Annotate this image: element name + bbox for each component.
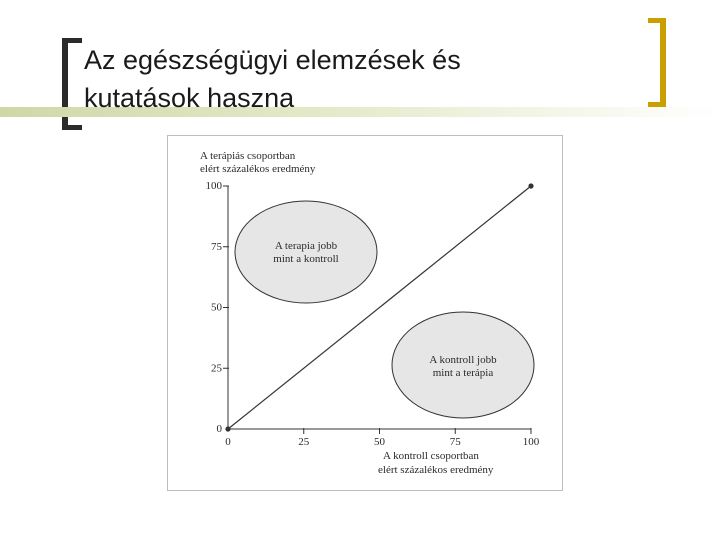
y-tick-label: 75	[211, 240, 222, 253]
y-tick-label: 50	[211, 301, 222, 314]
region-control-better-label-line-2: mint a terápia	[432, 367, 494, 379]
y-tick-label: 25	[211, 362, 222, 375]
x-axis-label-line-2: elért százalékos eredmény	[378, 464, 494, 476]
region-control-better-label-line-1: A kontroll jobb	[429, 354, 497, 366]
diagonal-endpoint	[225, 426, 230, 431]
y-tick-label: 100	[205, 180, 222, 192]
y-axis-label-line-1: A terápiás csoportban	[200, 150, 296, 162]
x-tick-label: 50	[374, 436, 385, 448]
region-therapy-better	[235, 201, 377, 303]
x-tick-label: 0	[225, 436, 231, 448]
y-tick-label: 0	[216, 423, 222, 435]
right-bracket-decoration	[648, 18, 666, 107]
y-axis-label-line-2: elért százalékos eredmény	[200, 163, 316, 175]
y-axis-ticks	[206, 180, 230, 435]
diagonal-comparison-chart	[168, 136, 562, 490]
x-tick-label: 25	[298, 436, 310, 448]
slide-title-line-2: kutatások haszna	[84, 83, 295, 113]
x-axis-label-line-1: A kontroll csoportban	[383, 450, 479, 462]
diagonal-endpoint	[528, 183, 533, 188]
region-therapy-better-label-line-2: mint a kontroll	[273, 253, 339, 265]
figure-frame	[167, 135, 563, 491]
slide-title-line-1: Az egészségügyi elemzések és	[84, 45, 461, 75]
x-axis-ticks	[225, 428, 540, 448]
x-tick-label: 100	[522, 436, 540, 448]
region-therapy-better-label-line-1: A terapia jobb	[274, 240, 338, 252]
x-tick-label: 75	[449, 436, 461, 448]
